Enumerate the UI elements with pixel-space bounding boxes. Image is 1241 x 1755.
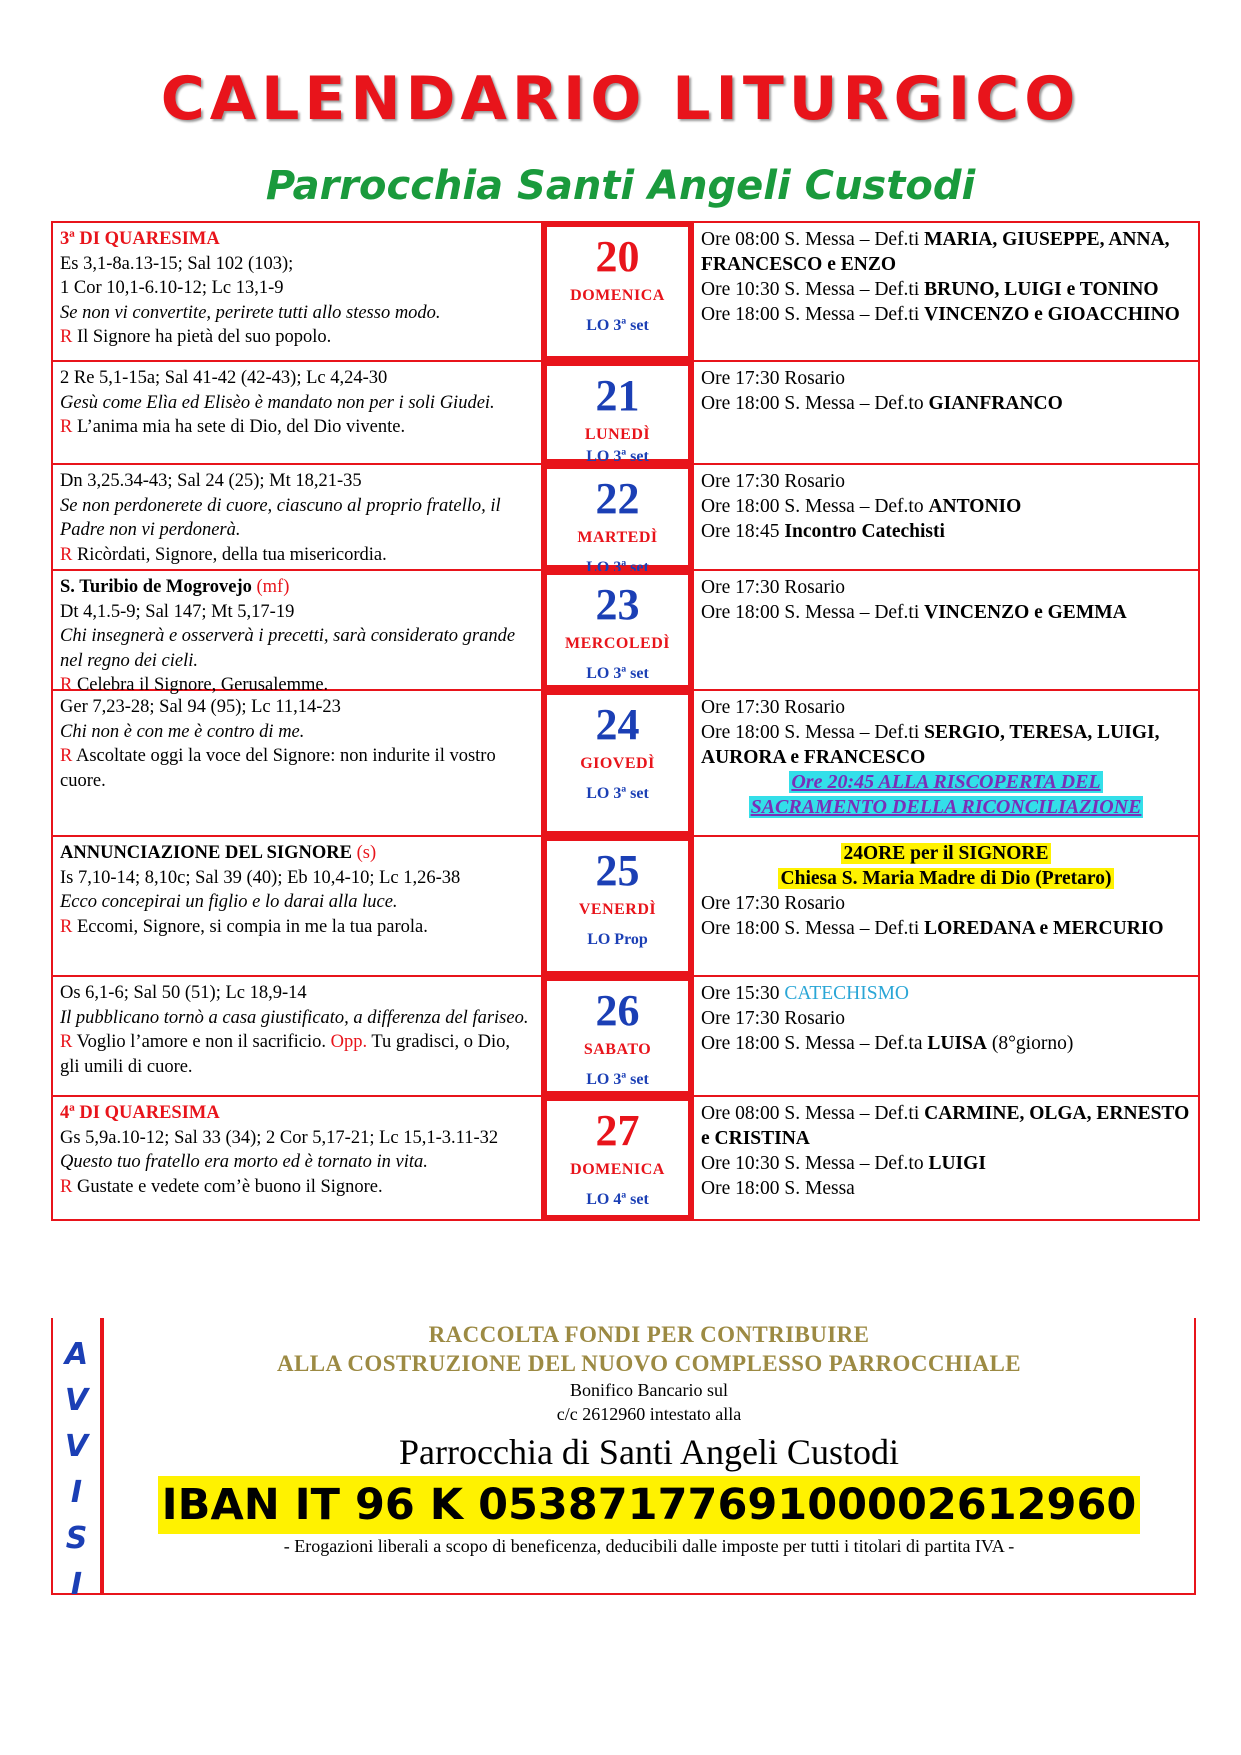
liturgy-of-hours: LO 3ª set xyxy=(586,448,649,465)
weekday-name: DOMENICA xyxy=(570,1161,665,1178)
weekday-name: DOMENICA xyxy=(570,287,665,304)
date-cell xyxy=(543,837,692,975)
event-line: Ore 18:00 S. Messa – Def.ti VINCENZO e GIOACCHINO xyxy=(701,304,1180,325)
event-line: Ore 17:30 Rosario xyxy=(701,471,846,492)
response-text: L’anima mia ha sete di Dio, del Dio vivente. xyxy=(76,417,406,437)
event-line: Ore 17:30 Rosario xyxy=(701,697,846,718)
iban-code: IBAN IT 96 K 0538717769100002612960 xyxy=(158,1476,1141,1534)
event-line: Ore 15:30 CATECHISMO xyxy=(701,983,910,1004)
day-number: 26 xyxy=(595,986,640,1035)
bank-account-line: c/c 2612960 intestato alla xyxy=(556,1404,742,1424)
readings-cell xyxy=(53,1097,543,1219)
response-text-2: Tu gradisci, o Dio, gli umili di cuore. xyxy=(60,1032,510,1077)
day-row-27 xyxy=(53,1097,1198,1219)
event-line: Ore 18:00 S. Messa – Def.ti VINCENZO e GEMMA xyxy=(701,602,1127,623)
feast-title: 3ª DI QUARESIMA xyxy=(60,229,220,249)
event-line: Ore 18:00 S. Messa – Def.ta LUISA (8°giorno) xyxy=(701,1033,1074,1054)
antiphon: Gesù come Elìa ed Elisèo è mandato non per i soli Giudei. xyxy=(60,392,495,413)
antiphon: Se non vi convertite, perirete tutti allo stesso modo. xyxy=(60,302,441,323)
response-label: R xyxy=(60,916,73,937)
readings-cell xyxy=(53,465,543,569)
readings-line: Is 7,10-14; 8,10c; Sal 39 (40); Eb 10,4-10; Lc 1,26-38 xyxy=(60,867,461,888)
antiphon: Il pubblicano tornò a casa giustificato, a differenza del fariseo. xyxy=(60,1007,529,1028)
readings-line: 2 Re 5,1-15a; Sal 41-42 (42-43); Lc 4,24-30 xyxy=(60,368,388,388)
readings-line: Dt 4,1.5-9; Sal 147; Mt 5,17-19 xyxy=(60,601,295,622)
antiphon: Ecco concepirai un figlio e lo darai alla luce. xyxy=(60,892,398,912)
liturgy-of-hours: LO 3ª set xyxy=(586,785,649,802)
response-text: Ricòrdati, Signore, della tua misericordia. xyxy=(76,544,387,565)
event-line: Ore 18:00 S. Messa xyxy=(701,1178,855,1199)
feast-title: 4ª DI QUARESIMA xyxy=(60,1103,220,1123)
events-cell xyxy=(692,571,1198,689)
weekday-name: SABATO xyxy=(583,1041,652,1058)
event-line: Ore 17:30 Rosario xyxy=(701,368,846,389)
response-label: R xyxy=(60,675,73,695)
calendar-table xyxy=(51,221,1200,1221)
liturgy-of-hours: LO 3ª set xyxy=(586,1071,649,1088)
weekday-name: MERCOLEDÌ xyxy=(565,635,670,652)
event-line: Ore 10:30 S. Messa – Def.ti BRUNO, LUIGI e TONINO xyxy=(701,279,1159,300)
response-text: Eccomi, Signore, si compia in me la tua parola. xyxy=(76,916,428,937)
liturgy-of-hours: LO 4ª set xyxy=(586,1191,649,1208)
day-number: 23 xyxy=(595,580,640,629)
readings-line: 1 Cor 10,1-6.10-12; Lc 13,1-9 xyxy=(60,278,284,298)
weekday-name: GIOVEDÌ xyxy=(580,755,655,772)
liturgy-of-hours: LO 3ª set xyxy=(586,665,649,682)
day-row-20 xyxy=(53,223,1198,362)
response-label: R xyxy=(60,417,73,437)
response-text: Voglio l’amore e non il sacrificio. xyxy=(76,1032,331,1052)
liturgy-of-hours: LO Prop xyxy=(587,931,648,948)
event-line: Ore 18:00 S. Messa – Def.to GIANFRANCO xyxy=(701,393,1063,414)
fundraising-line: RACCOLTA FONDI PER CONTRIBUIRE xyxy=(428,1322,870,1347)
day-number: 27 xyxy=(595,1106,640,1155)
page-subtitle: Parrocchia Santi Angeli Custodi xyxy=(265,163,976,209)
readings-cell xyxy=(53,223,543,360)
date-cell xyxy=(543,1097,692,1219)
special-event-location: Chiesa S. Maria Madre di Dio (Pretaro) xyxy=(778,868,1115,889)
event-line: Ore 17:30 Rosario xyxy=(701,577,846,598)
response-label: R xyxy=(60,1032,73,1052)
readings-cell xyxy=(53,571,543,695)
event-line: Ore 17:30 Rosario xyxy=(701,893,846,914)
special-event-title: 24ORE per il SIGNORE xyxy=(841,843,1052,864)
day-row-23 xyxy=(53,571,1198,695)
day-row-21 xyxy=(53,362,1198,465)
feast-title: ANNUNCIAZIONE DEL SIGNORE xyxy=(60,843,352,863)
day-number: 25 xyxy=(595,846,640,895)
avvisi-label: A V V I S I xyxy=(53,1318,104,1593)
avvisi-content xyxy=(104,1318,1194,1593)
response-label: R xyxy=(60,1176,73,1197)
response-label: R xyxy=(60,746,73,766)
day-number: 24 xyxy=(595,700,640,749)
response-text: Gustate e vedete com’è buono il Signore. xyxy=(76,1176,383,1197)
day-number: 20 xyxy=(595,232,640,281)
events-cell xyxy=(692,691,1198,835)
response-text: Il Signore ha pietà del suo popolo. xyxy=(76,327,332,347)
highlighted-event: SACRAMENTO DELLA RICONCILIAZIONE xyxy=(750,796,1142,818)
readings-line: Dn 3,25.34-43; Sal 24 (25); Mt 18,21-35 xyxy=(60,471,362,491)
date-cell xyxy=(543,223,692,360)
readings-cell xyxy=(53,691,543,835)
event-line: Ore 18:00 S. Messa – Def.ti LOREDANA e MERCURIO xyxy=(701,918,1164,939)
account-holder: Parrocchia di Santi Angeli Custodi xyxy=(399,1432,899,1472)
tax-note: - Erogazioni liberali a scopo di beneficenza, deducibili dalle imposte per tutti i titolari di partita IVA - xyxy=(283,1536,1015,1556)
date-cell xyxy=(543,362,692,463)
saint-name: S. Turibio de Mogrovejo xyxy=(60,577,252,597)
events-cell xyxy=(692,465,1198,569)
readings-line: Os 6,1-6; Sal 50 (51); Lc 18,9-14 xyxy=(60,983,307,1003)
saint-tag: (mf) xyxy=(256,577,290,597)
readings-cell xyxy=(53,362,543,463)
highlighted-event: Ore 20:45 ALLA RISCOPERTA DEL xyxy=(791,771,1101,793)
date-cell xyxy=(543,465,692,576)
day-row-26 xyxy=(53,977,1198,1097)
response-text: Ascoltate oggi la voce del Signore: non indurite il vostro cuore. xyxy=(60,746,496,791)
event-line: Ore 17:30 Rosario xyxy=(701,1008,846,1029)
event-line: Ore 18:00 S. Messa – Def.to ANTONIO xyxy=(701,496,1022,517)
liturgy-of-hours: LO 3ª set xyxy=(586,317,649,334)
weekday-name: MARTEDÌ xyxy=(577,529,658,546)
events-cell xyxy=(692,977,1198,1095)
events-cell xyxy=(692,223,1198,360)
weekday-name: VENERDÌ xyxy=(578,901,657,918)
day-row-24 xyxy=(53,691,1198,837)
readings-line: Gs 5,9a.10-12; Sal 33 (34); 2 Cor 5,17-21; Lc 15,1-3.11-32 xyxy=(60,1127,499,1148)
opp-label: Opp. xyxy=(330,1032,368,1052)
day-number: 22 xyxy=(595,474,640,523)
readings-cell xyxy=(53,977,543,1095)
date-cell xyxy=(543,977,692,1095)
date-cell xyxy=(543,571,692,689)
response-text: Celebra il Signore, Gerusalemme. xyxy=(76,675,329,695)
antiphon: Questo tuo fratello era morto ed è tornato in vita. xyxy=(60,1152,428,1172)
catechism-label: CATECHISMO xyxy=(784,983,910,1004)
event-line: Ore 08:00 S. Messa – Def.ti MARIA, GIUSEPPE, ANNA, FRANCESCO e ENZO xyxy=(701,229,1170,275)
day-row-22 xyxy=(53,465,1198,576)
feast-tag: (s) xyxy=(356,843,377,863)
page-title: CALENDARIO LITURGICO xyxy=(160,64,1081,134)
antiphon: Chi non è con me è contro di me. xyxy=(60,721,305,742)
avvisi-box xyxy=(51,1318,1196,1602)
date-cell xyxy=(543,691,692,835)
event-line: Ore 18:45 Incontro Catechisti xyxy=(701,521,945,542)
weekday-name: LUNEDÌ xyxy=(584,426,651,443)
antiphon: Se non perdonerete di cuore, ciascuno al proprio fratello, il Padre non vi perdonerà. xyxy=(60,495,501,540)
readings-line: Es 3,1-8a.13-15; Sal 102 (103); xyxy=(60,253,294,274)
events-cell xyxy=(692,1097,1198,1219)
events-cell xyxy=(692,837,1198,975)
day-row-25 xyxy=(53,837,1198,977)
liturgy-of-hours: LO 3ª set xyxy=(586,559,649,576)
response-label: R xyxy=(60,544,73,565)
event-line: Ore 10:30 S. Messa – Def.to LUIGI xyxy=(701,1153,986,1174)
antiphon: Chi insegnerà e osserverà i precetti, sarà considerato grande nel regno dei cieli. xyxy=(60,626,516,671)
readings-cell xyxy=(53,837,543,975)
fundraising-line: ALLA COSTRUZIONE DEL NUOVO COMPLESSO PARROCCHIALE xyxy=(277,1351,1021,1376)
event-line: Ore 18:00 S. Messa – Def.ti SERGIO, TERESA, LUIGI, AURORA e FRANCESCO xyxy=(701,722,1160,768)
events-cell xyxy=(692,362,1198,463)
readings-line: Ger 7,23-28; Sal 94 (95); Lc 11,14-23 xyxy=(60,697,341,717)
response-label: R xyxy=(60,327,73,347)
event-line: Ore 08:00 S. Messa – Def.ti CARMINE, OLGA, ERNESTO e CRISTINA xyxy=(701,1103,1190,1149)
bank-transfer-line: Bonifico Bancario sul xyxy=(570,1380,728,1400)
day-number: 21 xyxy=(595,371,640,420)
